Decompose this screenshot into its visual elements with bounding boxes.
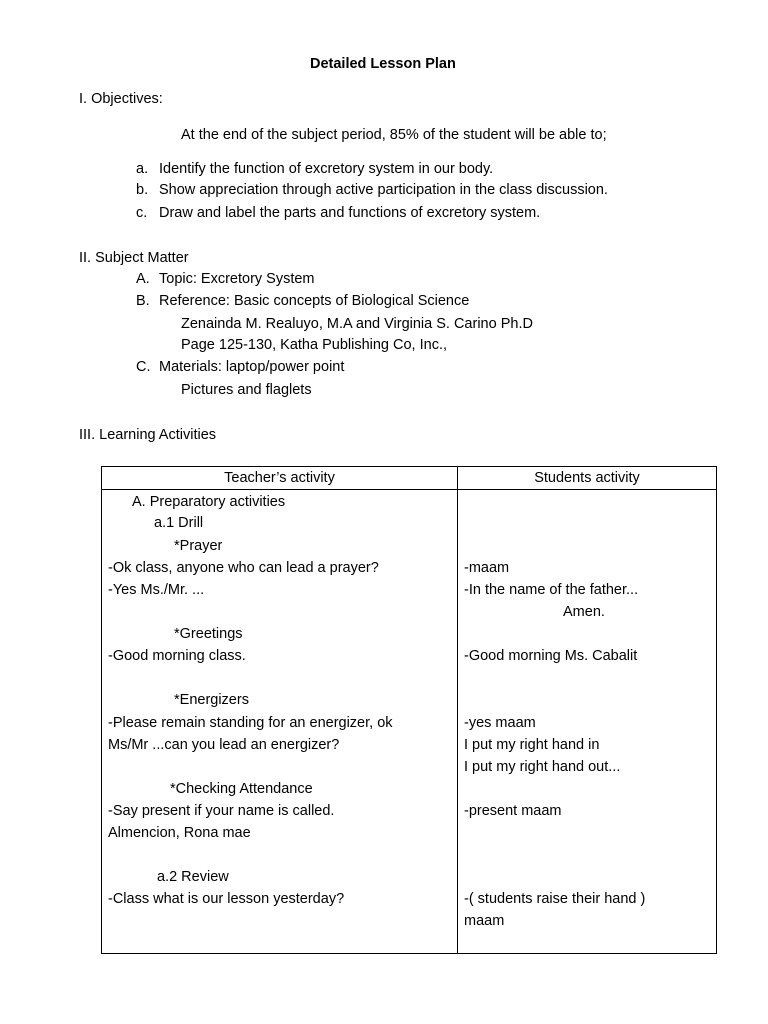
students-activity-cell <box>458 490 717 954</box>
list-item-text: Identify the function of excretory system in our body. <box>159 161 494 177</box>
header-students-activity: Students activity <box>458 467 717 490</box>
objectives-heading: I. Objectives: <box>79 91 163 107</box>
topic-text: Topic: Excretory System <box>159 271 315 287</box>
list-marker: c. <box>136 205 148 221</box>
list-item-text: Draw and label the parts and functions of excretory system. <box>159 205 541 221</box>
learning-activities-heading: III. Learning Activities <box>79 427 217 443</box>
table-header-row <box>102 467 717 490</box>
preparatory-label: A. Preparatory activities <box>132 494 286 510</box>
student-yes-maam: -yes maam <box>464 715 536 731</box>
objectives-intro: At the end of the subject period, 85% of the student will be able to; <box>181 127 607 143</box>
header-teacher-activity: Teacher’s activity <box>102 467 458 490</box>
subject-matter-heading: II. Subject Matter <box>79 250 189 266</box>
review-line: -Class what is our lesson yesterday? <box>108 891 345 907</box>
student-in-the-name: -In the name of the father... <box>464 582 639 598</box>
list-marker: C. <box>136 359 151 375</box>
student-present: -present maam <box>464 803 562 819</box>
energizers-line-1: -Please remain standing for an energizer, ok <box>108 715 393 731</box>
student-good-morning: -Good morning Ms. Cabalit <box>464 648 638 664</box>
student-right-in: I put my right hand in <box>464 737 600 753</box>
materials-extra: Pictures and flaglets <box>181 382 312 398</box>
list-marker: a. <box>136 161 149 177</box>
reference-pages: Page 125-130, Katha Publishing Co, Inc., <box>181 337 448 353</box>
activities-table <box>101 466 717 954</box>
teacher-activity-cell <box>102 490 458 954</box>
student-amen: Amen. <box>563 604 605 620</box>
student-raise-maam: maam <box>464 913 505 929</box>
student-raise-hand: -( students raise their hand ) <box>464 891 646 907</box>
list-marker: b. <box>136 182 149 198</box>
energizers-line-2: Ms/Mr ...can you lead an energizer? <box>108 737 340 753</box>
greetings-label: *Greetings <box>174 626 243 642</box>
attendance-name: Almencion, Rona mae <box>108 825 251 841</box>
prayer-label: *Prayer <box>174 538 223 554</box>
prayer-question: -Ok class, anyone who can lead a prayer? <box>108 560 379 576</box>
table-row <box>102 490 717 954</box>
attendance-line: -Say present if your name is called. <box>108 803 335 819</box>
student-right-out: I put my right hand out... <box>464 759 621 775</box>
list-item-text: Show appreciation through active participation in the class discussion. <box>159 182 608 198</box>
student-maam: -maam <box>464 560 510 576</box>
attendance-label: *Checking Attendance <box>170 781 313 797</box>
drill-label: a.1 Drill <box>154 515 204 531</box>
page-title: Detailed Lesson Plan <box>310 56 456 72</box>
list-marker: A. <box>136 271 150 287</box>
materials-text: Materials: laptop/power point <box>159 359 345 375</box>
review-label: a.2 Review <box>157 869 229 885</box>
reference-text: Reference: Basic concepts of Biological Science <box>159 293 470 309</box>
prayer-yes: -Yes Ms./Mr. ... <box>108 582 205 598</box>
greetings-line: -Good morning class. <box>108 648 246 664</box>
reference-authors: Zenainda M. Realuyo, M.A and Virginia S. Carino Ph.D <box>181 316 533 332</box>
energizers-label: *Energizers <box>174 692 249 708</box>
list-marker: B. <box>136 293 150 309</box>
